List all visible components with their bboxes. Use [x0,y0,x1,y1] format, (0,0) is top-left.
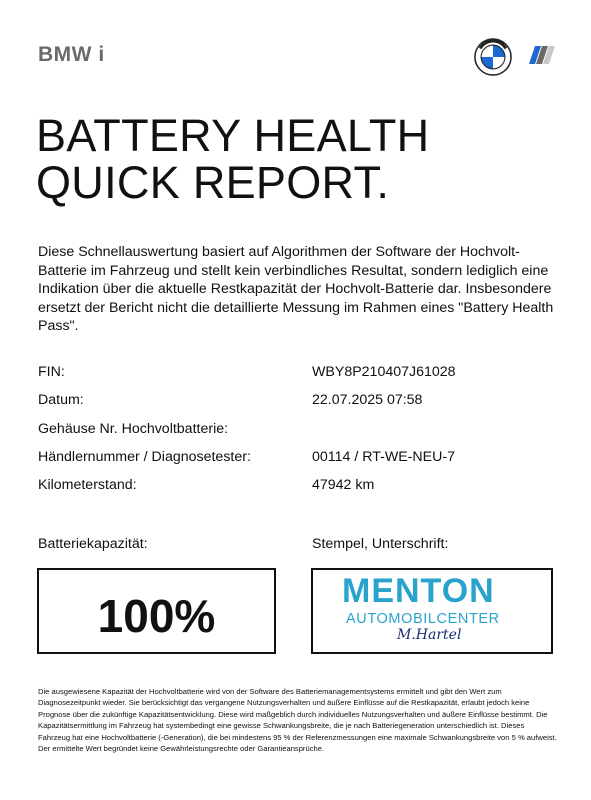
stamp-box [311,568,553,654]
field-label: Datum: [38,392,84,408]
field-value: WBY8P210407J61028 [312,364,456,380]
field-value: 22.07.2025 07:58 [312,392,423,408]
field-value: 47942 km [312,477,375,493]
capacity-box [37,568,276,654]
disclaimer-text: Die ausgewiesene Kapazität der Hochvoltbatterie wird von der Software des Batteriemanagementsystems ermittelt und gibt den Wert zum Diagnosezeitpunkt wieder. Sie berücksichtigt das vergangene Nutzungsverhalten und äußere Einflüsse auf die Restkapazität, erlaubt jedoch keine Prognose über die zukünftige Kapazitätsentwicklung. Diese wird maßgeblich durch individuelles Nutzungsverhalten und äußere Einflüsse bestimmt. Die Kapazitätsermittlung im Fahrzeug hat systembedingt eine gewisse Schwankungsbreite, die je nach Batteriegeneration unterschiedlich ist. Dieses Fahrzeug hat eine Hochvoltbatterie (-Generation), die bei mindestens 95 % der Referenzmessungen eine maximale Schwankungsbreite von 5 % aufweist. Der ermittelte Wert begründet keine Gewährleistungsrechte oder Garantieansprüche. [38,687,557,754]
capacity-value: 100% [97,590,216,642]
brand-name: BMW i [38,43,105,66]
field-label: Gehäuse Nr. Hochvoltbatterie: [38,421,229,437]
title-line-2: QUICK REPORT. [36,157,390,208]
capacity-label: Batteriekapazität: [38,536,148,552]
report-title [36,112,429,206]
stamp-dealer-name: MENTON [342,572,495,610]
bmw-i-logo [527,44,555,66]
stamp-label: Stempel, Unterschrift: [312,536,449,552]
field-label: Kilometerstand: [38,477,137,493]
field-label: Händlernummer / Diagnosetester: [38,449,251,465]
stamp-dealer-subtitle: AUTOMOBILCENTER [346,611,500,627]
title-line-1: BATTERY HEALTH [36,110,430,161]
handwritten-signature: M.Hartel [397,627,462,643]
field-value: 00114 / RT-WE-NEU-7 [312,449,455,465]
field-label: FIN: [38,364,65,380]
bmw-roundel-logo [474,38,512,76]
intro-paragraph: Diese Schnellauswertung basiert auf Algorithmen der Software der Hochvolt-Batterie im Fahrzeug und stellt kein verbindliches Resultat, sondern lediglich eine Indikation über die aktuelle Restkapazität der Hochvolt-Batterie dar. Insbesondere ersetzt der Bericht nicht die detaillierte Messung im Rahmen eines "Battery Health Pass". [38,244,554,334]
